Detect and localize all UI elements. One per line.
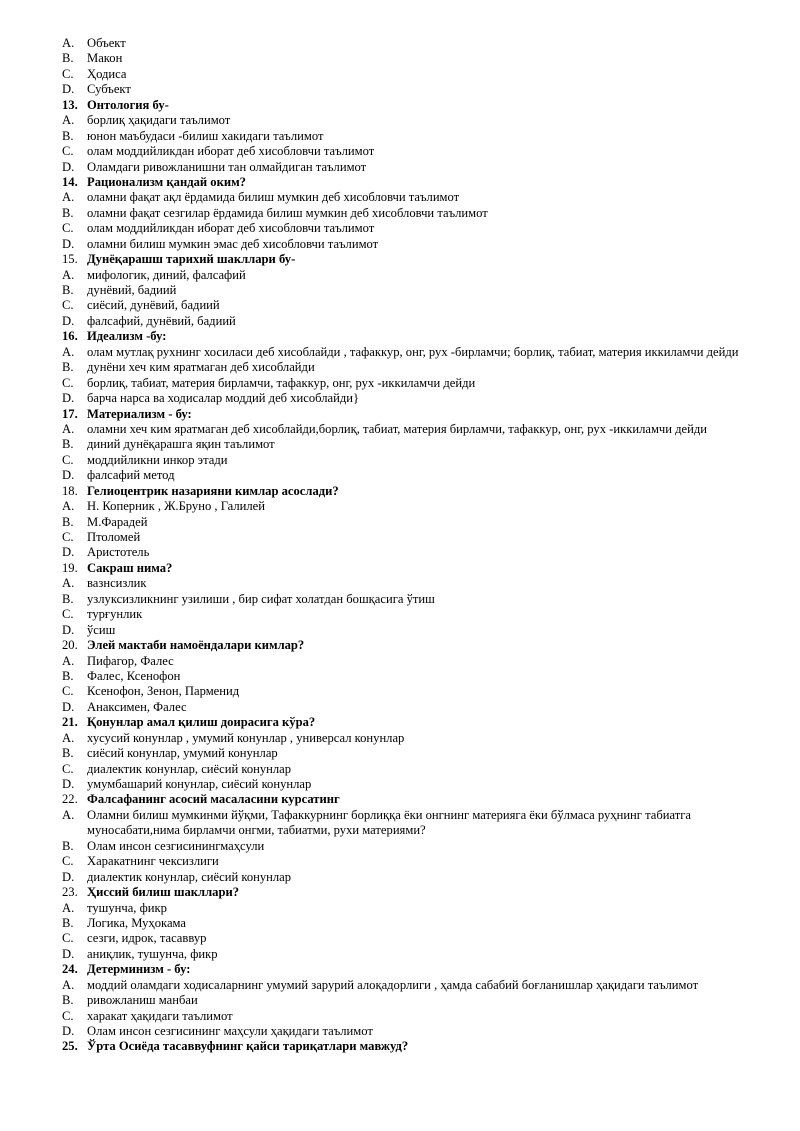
option-letter: A. [62,36,75,50]
answer-option [0,190,800,205]
answer-option [0,391,800,406]
option-text: М.Фарадей [87,514,148,529]
question-number: 25. [62,1039,78,1054]
answer-option [0,530,800,545]
question-text: Сакраш нима? [87,560,173,575]
question-text: Элей мактаби намоёндалари кимлар? [87,638,305,653]
option-text: Макон [87,51,123,66]
option-letter: B. [62,51,74,66]
option-letter: D. [62,468,75,483]
option-text: оламни фақат сезгилар ёрдамида билиш мумкин деб хисобловчи таълимот [87,205,488,220]
option-text: Птоломей [87,530,141,545]
option-text: борлиқ, табиат, материя бирламчи, тафаккур, онг, рух -иккиламчи дейди [87,375,476,390]
option-text: барча нарса ва ходисалар моддий деб хисоблайди} [87,391,360,406]
answer-option [0,854,800,869]
option-text: турғунлик [87,607,143,622]
answer-option [0,978,800,993]
option-letter: A. [62,499,75,514]
option-text: узлуксизликнинг узилиши , бир сифат холатдан бошқасига ўтиш [87,591,435,606]
answer-option [0,545,800,560]
option-text: диалектик конунлар, сиёсий конунлар [87,869,292,884]
answer-option [0,237,800,252]
option-letter: C. [62,607,74,622]
answer-option [0,870,800,885]
option-text: олам моддийликдан иборат деб хисобловчи таълимот [87,144,375,159]
question-line [0,962,800,977]
option-text: моддий оламдаги ходисаларнинг умумий зарурий алоқадорлиги , ҳамда сабабий боғланишлар ҳақидаги таълимот [87,977,699,992]
question-text: Онтология бу- [87,97,169,112]
option-letter: C. [62,1008,74,1023]
question-text: Ўрта Осиёда тасаввуфнинг қайси тариқатлари мавжуд? [87,1039,409,1054]
question-text: Фалсафанинг асосий масаласини курсатинг [87,792,340,807]
option-text: Олам инсон сезгисининг маҳсули ҳақидаги таълимот [87,1024,373,1039]
question-line [0,715,800,730]
answer-option [0,422,800,437]
option-text: Пифагор, Фалес [87,653,174,668]
answer-option [0,623,800,638]
question-text: Материализм - бу: [87,406,192,421]
answer-option [0,314,800,329]
option-text: Оламни билиш мумкинми йўқми, Тафаккурнинг борлиққа ёки онгнинг материяга ёки бўлмаса руҳнинг табиатга муносабати,нима бирламчи онгми, табиатми, рухи материями? [87,807,692,838]
option-letter: C. [62,530,74,545]
option-letter: B. [62,993,74,1008]
question-line [0,1039,800,1054]
option-letter: D. [62,313,75,328]
option-text: тушунча, фикр [87,900,167,915]
option-text: Анаксимен, Фалес [87,699,187,714]
answer-option [0,669,800,684]
question-line [0,175,800,190]
option-letter: C. [62,931,74,946]
question-line [0,407,800,422]
option-text: ривожланиш манбаи [87,993,198,1008]
option-letter: B. [62,668,74,683]
option-text: дунёни хеч ким яратмаган деб хисоблайди [87,360,315,375]
option-text: умумбашарий конунлар, сиёсий конунлар [87,777,312,792]
option-text: борлиқ ҳақидаги таълимот [87,113,231,128]
option-letter: D. [62,699,75,714]
option-letter: A. [62,653,75,668]
answer-option [0,746,800,761]
answer-option [0,700,800,715]
option-letter: C. [62,452,74,467]
answer-option [0,129,800,144]
option-letter: B. [62,128,74,143]
answer-option [0,113,800,128]
answer-option [0,51,800,66]
question-text: Рационализм қандай оким? [87,174,246,189]
option-letter: A. [62,113,75,128]
answer-option [0,839,800,854]
answer-option [0,499,800,514]
option-text: Харакатнинг чексизлиги [87,854,219,869]
answer-option [0,515,800,530]
answer-option [0,221,800,236]
option-text: фалсафий метод [87,468,175,483]
answer-option [0,762,800,777]
question-number: 23. [62,885,78,900]
option-letter: C. [62,298,74,313]
option-text: мифологик, диний, фалсафий [87,267,246,282]
option-text: хусусий конунлар , умумий конунлар , универсал конунлар [87,730,405,745]
question-line [0,885,800,900]
option-text: сиёсий конунлар, умумий конунлар [87,746,278,761]
option-text: моддийликни инкор этади [87,452,228,467]
option-letter: C. [62,221,74,236]
option-letter: A. [62,344,75,359]
option-letter: D. [62,236,75,251]
answer-option [0,1009,800,1024]
answer-option [0,931,800,946]
option-text: Оламдаги ривожланишни тан олмайдиган таълимот [87,159,367,174]
option-letter: B. [62,514,74,529]
option-letter: D. [62,1024,75,1039]
option-text: Аристотель [87,545,150,560]
answer-option [0,1024,800,1039]
option-letter: B. [62,283,74,297]
question-number: 17. [62,406,78,421]
question-number: 20. [62,638,78,653]
option-letter: D. [62,869,75,884]
option-letter: B. [62,360,74,375]
option-text: олам моддийликдан иборат деб хисобловчи таълимот [87,221,375,236]
answer-option [0,777,800,792]
option-text: Ксенофон, Зенон, Парменид [87,684,240,699]
option-letter: C. [62,854,74,869]
answer-option [0,731,800,746]
option-letter: A. [62,576,75,591]
option-text: Н. Коперник , Ж.Бруно , Галилей [87,499,266,514]
answer-option [0,993,800,1008]
answer-option [0,360,800,375]
option-text: ўсиш [87,622,116,637]
option-text: сезги, идрок, тасаввур [87,931,207,946]
option-letter: B. [62,437,74,452]
question-text: Идеализм -бу: [87,329,167,344]
option-letter: D. [62,946,75,961]
answer-option [0,36,800,51]
question-number: 14. [62,174,78,189]
question-line [0,792,800,807]
question-number: 16. [62,329,78,344]
answer-option [0,345,800,360]
option-text: диалектик конунлар, сиёсий конунлар [87,761,292,776]
option-text: Ҳодиса [87,66,127,81]
answer-option [0,654,800,669]
question-number: 19. [62,560,78,575]
document-page [0,36,800,1055]
answer-option [0,283,800,298]
question-text: Ҳиссий билиш шакллари? [87,885,240,900]
option-letter: B. [62,205,74,220]
question-text: Детерминизм - бу: [87,962,191,977]
option-text: Логика, Муҳокама [87,915,187,930]
answer-option [0,901,800,916]
option-letter: B. [62,838,74,853]
answer-option [0,453,800,468]
answer-option [0,607,800,622]
option-text: харакат ҳақидаги таълимот [87,1008,233,1023]
answer-option [0,376,800,391]
question-line [0,638,800,653]
option-letter: A. [62,190,75,205]
option-letter: D. [62,82,75,97]
option-text: Олам инсон сезгисинингмаҳсули [87,838,265,853]
answer-option [0,808,800,839]
answer-option [0,206,800,221]
question-number: 15. [62,252,78,267]
option-letter: A. [62,267,75,282]
question-number: 24. [62,962,78,977]
option-letter: A. [62,977,75,992]
question-number: 13. [62,97,78,112]
option-text: фалсафий, дунёвий, бадиий [87,313,236,328]
option-letter: B. [62,746,74,761]
answer-option [0,947,800,962]
question-line [0,484,800,499]
option-letter: C. [62,761,74,776]
option-text: сиёсий, дунёвий, бадиий [87,298,220,313]
answer-option [0,684,800,699]
option-letter: D. [62,159,75,174]
answer-option [0,67,800,82]
option-text: Фалес, Ксенофон [87,668,181,683]
option-letter: B. [62,915,74,930]
option-letter: D. [62,391,75,406]
option-text: олам мутлақ рухнинг хосиласи деб хисоблайди , тафаккур, онг, рух -бирламчи; борлиқ, табиат, материя иккиламчи дейди [87,344,739,359]
answer-option [0,576,800,591]
question-number: 21. [62,715,78,730]
option-letter: C. [62,144,74,159]
question-line [0,98,800,113]
option-text: Субъект [87,82,131,97]
answer-option [0,82,800,97]
option-letter: C. [62,375,74,390]
option-letter: B. [62,591,74,606]
question-text: Гелиоцентрик назарияни кимлар асослади? [87,483,339,498]
answer-option [0,298,800,313]
option-text: оламни фақат ақл ёрдамида билиш мумкин деб хисобловчи таълимот [87,190,460,205]
answer-option [0,160,800,175]
answer-option [0,437,800,452]
answer-option [0,916,800,931]
option-text: дунёвий, бадиий [87,283,177,297]
question-number: 18. [62,483,78,498]
answer-option [0,268,800,283]
option-letter: A. [62,730,75,745]
option-text: Объект [87,36,126,50]
option-text: юнон маъбудаси -билиш хакидаги таълимот [87,128,324,143]
option-letter: A. [62,807,75,822]
option-text: вазнсизлик [87,576,147,591]
option-text: оламни хеч ким яратмаган деб хисоблайди,борлиқ, табиат, материя бирламчи, тафаккур, онг, рух -иккиламчи дейди [87,421,708,436]
option-letter: A. [62,421,75,436]
option-letter: D. [62,622,75,637]
question-line [0,252,800,267]
answer-option [0,144,800,159]
answer-option [0,468,800,483]
option-letter: A. [62,900,75,915]
question-text: Қонунлар амал қилиш доирасига кўра? [87,715,316,730]
option-text: аниқлик, тушунча, фикр [87,946,218,961]
option-letter: D. [62,545,75,560]
option-text: диний дунёқарашга яқин таълимот [87,437,275,452]
option-letter: C. [62,684,74,699]
question-line [0,561,800,576]
option-letter: D. [62,777,75,792]
question-number: 22. [62,792,78,807]
question-line [0,329,800,344]
option-text: оламни билиш мумкин эмас деб хисобловчи таълимот [87,236,379,251]
question-text: Дунёқарашш тарихий шакллари бу- [87,252,296,267]
answer-option [0,592,800,607]
option-letter: C. [62,66,74,81]
